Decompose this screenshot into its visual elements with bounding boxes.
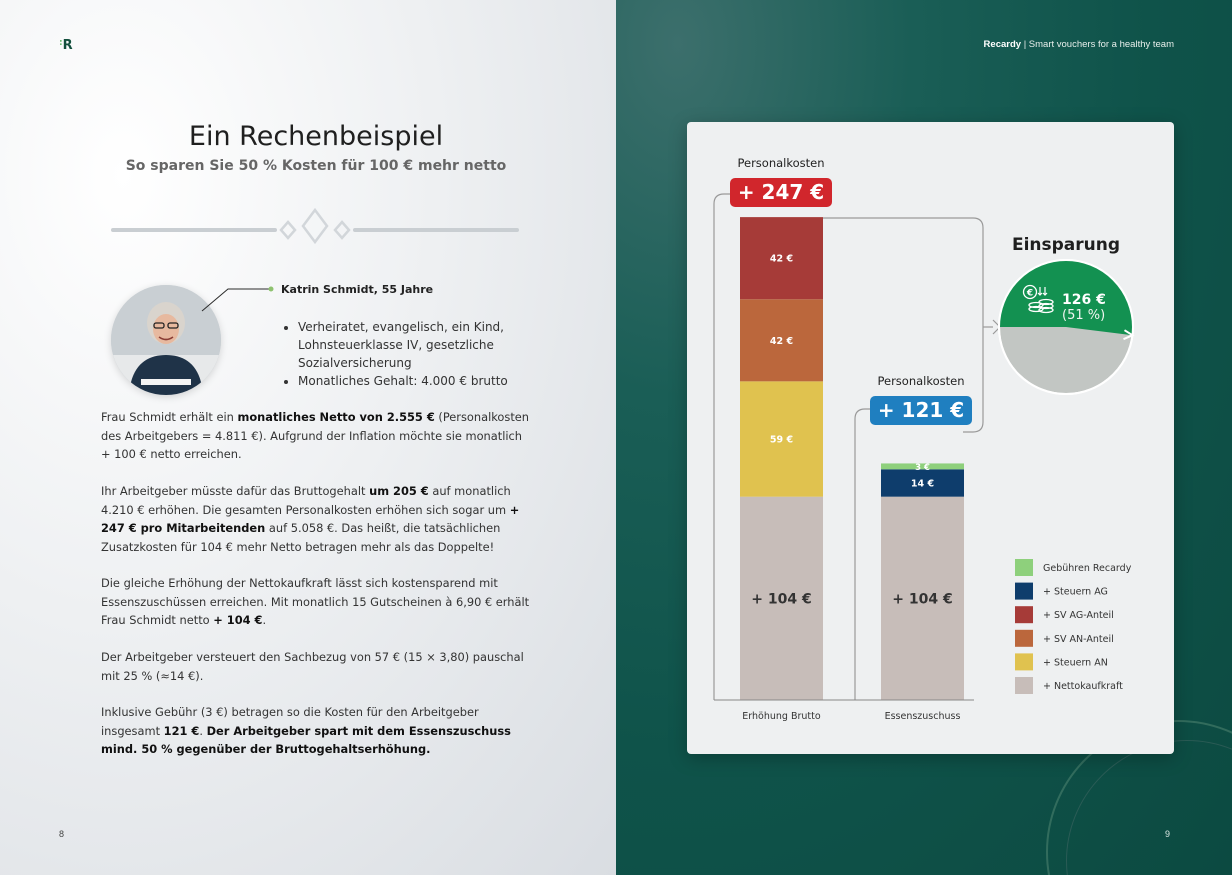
legend-label: + Steuern AN bbox=[1043, 657, 1108, 669]
bracket-line bbox=[855, 409, 871, 700]
text-run: Der Arbeitgeber versteuert den Sachbezug von 57 € (15 × 3,80) pauschal mit 25 % (≈14 €). bbox=[101, 650, 524, 683]
brand-name: Recardy bbox=[983, 39, 1022, 50]
legend-swatch bbox=[1015, 630, 1033, 647]
data-label: + 104 € bbox=[892, 591, 953, 608]
brand-tagline: | Smart vouchers for a healthy team bbox=[1023, 39, 1174, 50]
list-item: • Monatliches Gehalt: 4.000 € brutto bbox=[298, 372, 538, 390]
total-caption: Personalkosten bbox=[737, 156, 825, 170]
person-name: Katrin Schmidt, 55 Jahre bbox=[281, 283, 434, 296]
text-run: auf 5.058 €. Das heißt, die tatsächlichen Zusatzkosten für 104 € mehr Netto betragen mehr als das Doppelte! bbox=[101, 521, 501, 554]
legend-label: + Nettokaufkraft bbox=[1043, 681, 1123, 692]
connector-line bbox=[200, 283, 280, 313]
paragraph bbox=[101, 574, 531, 630]
text-run: Inklusive Gebühr (3 €) betragen so die Kosten für den Arbeitgeber insgesamt bbox=[101, 705, 479, 738]
data-label: 42 € bbox=[769, 335, 794, 347]
bold-text: + 247 € pro Mitarbeitenden bbox=[101, 502, 520, 535]
savings-percent: (51 %) bbox=[1062, 308, 1106, 323]
data-label: 14 € bbox=[910, 478, 935, 490]
text-run: Die gleiche Erhöhung der Nettokaufkraft lässt sich kostensparend mit Essenszuschüssen erreichen. Mit monatlich 15 Gutscheinen à 6,90 € erhält Frau Schmidt netto bbox=[101, 576, 530, 627]
bold-text: um 205 € bbox=[369, 484, 429, 498]
running-header bbox=[984, 39, 1174, 50]
page-subtitle: So sparen Sie 50 % Kosten für 100 € mehr netto bbox=[125, 158, 507, 174]
person-details bbox=[282, 318, 538, 390]
list-item: • Verheiratet, evangelisch, ein Kind, Lohnsteuerklasse IV, gesetzliche Sozialversicherung bbox=[298, 318, 538, 372]
legend-swatch bbox=[1015, 653, 1033, 670]
ornament-divider bbox=[110, 207, 520, 247]
total-caption: Personalkosten bbox=[877, 374, 965, 388]
page-title: Ein Rechenbeispiel bbox=[188, 121, 444, 152]
data-label: 42 € bbox=[769, 253, 794, 265]
text-run: Frau Schmidt erhält ein bbox=[101, 410, 238, 424]
logo-dots-icon: : bbox=[59, 38, 63, 48]
category-label: Essenszuschuss bbox=[884, 711, 961, 722]
legend-swatch bbox=[1015, 583, 1033, 600]
data-label: + 104 € bbox=[751, 591, 812, 608]
data-label: 3 € bbox=[915, 462, 930, 473]
text-run: Ihr Arbeitgeber müsste dafür das Bruttogehalt bbox=[101, 484, 370, 498]
brand-logo bbox=[59, 38, 73, 53]
text-run: . bbox=[262, 613, 267, 627]
chart-card bbox=[687, 122, 1174, 754]
savings-amount: 126 € bbox=[1062, 292, 1106, 308]
total-value: + 121 € bbox=[877, 398, 965, 422]
euro-glyph: € bbox=[1026, 288, 1034, 299]
text-run: (Personalkosten des Arbeitgebers = 4.811 €). Aufgrund der Inflation möchte sie monatlich + 100 € netto erreichen. bbox=[101, 410, 530, 461]
bold-text: 121 € bbox=[163, 723, 200, 738]
bold-text: Der Arbeitgeber spart mit dem Essenszuschuss mind. 50 % gegenüber der Bruttogehaltserhöhung. bbox=[101, 723, 511, 756]
bracket-line bbox=[714, 194, 730, 700]
text-run: . bbox=[199, 723, 207, 738]
category-label: Erhöhung Brutto bbox=[742, 711, 821, 722]
page-number: 8 bbox=[59, 829, 65, 839]
paragraph bbox=[101, 482, 531, 556]
paragraph bbox=[101, 703, 531, 759]
savings-title: Einsparung bbox=[1011, 235, 1121, 255]
legend-swatch bbox=[1015, 559, 1033, 576]
logo-letter: R bbox=[62, 38, 73, 53]
legend-label: Gebühren Recardy bbox=[1043, 563, 1132, 574]
text-run: auf monatlich 4.210 € erhöhen. Die gesamten Personalkosten erhöhen sich sogar um bbox=[101, 484, 511, 517]
legend-label: + SV AG-Anteil bbox=[1043, 610, 1114, 622]
bold-text: + 104 € bbox=[213, 613, 263, 627]
bold-text: monatliches Netto von 2.555 € bbox=[237, 410, 435, 424]
total-value: + 247 € bbox=[737, 180, 825, 204]
cost-comparison-chart bbox=[687, 122, 1174, 754]
legend-swatch bbox=[1015, 606, 1033, 623]
data-label: 59 € bbox=[769, 434, 794, 446]
paragraph bbox=[101, 408, 531, 464]
legend-label: + SV AN-Anteil bbox=[1043, 633, 1114, 645]
legend-swatch bbox=[1015, 677, 1033, 694]
paragraph bbox=[101, 648, 531, 685]
page-number: 9 bbox=[1165, 829, 1171, 839]
legend-label: + Steuern AG bbox=[1043, 586, 1108, 598]
